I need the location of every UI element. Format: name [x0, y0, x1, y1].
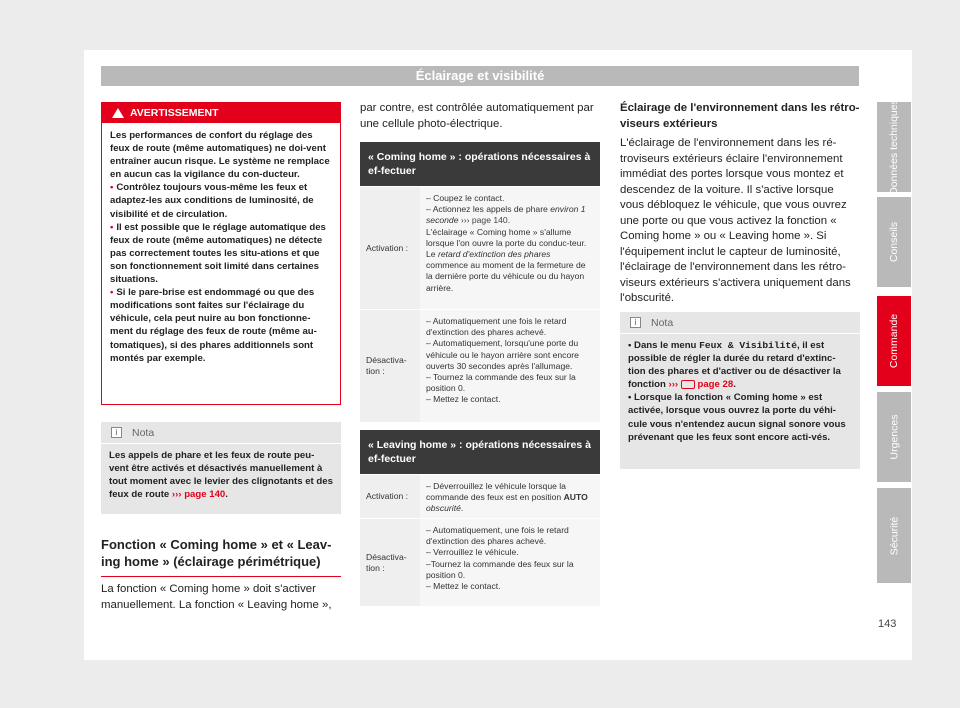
warning-bullet: • Il est possible que le réglage automatique des feux de route (même automatiques) ne détecte pas correctement toutes les situ-ations et que son fonctionnement soit limité dans certaines situations.: [110, 221, 326, 286]
warning-bullet: • Si le pare-brise est endommagé ou que des modifications sont faites sur l'éclairage du véhicule, cela peut nuire au bon fonctionne-ment du réglage des feux de route (même au-tomatiques), si des phares additionnels sont montés par exemple.: [110, 287, 317, 364]
nota-bullet: • Lorsque la fonction « Coming home » est activée, lorsque vous ouvrez la porte du véhi-cule vous n'entendez aucun signal sonore vous prévenant que les feux sont encore acti-vés.: [628, 392, 846, 443]
warning-bullet: • Contrôlez toujours vous-même les feux et adaptez-les aux conditions de luminosité, de visibilité et de circulation.: [110, 182, 314, 220]
bullet-icon: •: [628, 340, 635, 351]
bullet-icon: •: [628, 392, 635, 404]
warning-body: [102, 123, 340, 365]
nota-box: [620, 312, 860, 469]
row-label: Désactiva-tion :: [366, 551, 407, 573]
menu-name: Feux & Visibilité: [699, 340, 797, 351]
arrows: ›››: [668, 379, 679, 391]
bullet-icon: •: [110, 287, 114, 299]
warning-header: [102, 103, 340, 123]
book-icon: [681, 380, 695, 389]
page-link[interactable]: page 140: [184, 489, 226, 501]
nota-title: Nota: [651, 316, 674, 329]
leaving-home-table: [360, 430, 600, 606]
subsection-paragraph: L'éclairage de l'environnement dans les ré-troviseurs extérieurs éclaire l'environnement immédiat des portes lorsque vous montez et descendez de la voiture. Il s'active lorsque vous débloquez le véhicule, que vous ouvrez une porte ou que vous activez la fonction « Coming home » ou « Leaving home ». Si l'équipement inclut le capteur de luminosité, l'éclairage de l'environnement dans les rétro-viseurs extérieurs s'activera uniquement dans l'obscurité.: [620, 137, 851, 304]
nota-header: [101, 422, 341, 444]
row-label: Désactiva-tion :: [366, 355, 407, 376]
tab-conseils[interactable]: Conseils: [877, 197, 911, 287]
table-row: [360, 518, 600, 606]
nota-body: Les appels de phare et les feux de route peu-vent être activés et désactivés manuellement à tout moment avec le levier des clignotants et des feux de route ››› page 140.: [109, 450, 333, 501]
auto-symbol: AUTO: [563, 492, 588, 503]
row-label: Activation :: [366, 242, 409, 253]
tab-securite[interactable]: Sécurité: [877, 488, 911, 583]
row-content: – Coupez le contact. – Actionnez les appels de phare environ 1 seconde ››› page 140. L'éclairage « Coming home » s'allume lorsque l'on ouvre la porte du conduc-teur. Le retard d'extinction des phares commence au moment de la fermeture de la dernière porte du véhicule ou du hayon arrière.: [420, 187, 600, 309]
table-row: [360, 309, 600, 422]
tab-urgences[interactable]: Urgences: [877, 392, 911, 482]
arrows: ›››: [171, 489, 182, 501]
warning-intro: Les performances de confort du réglage des feux de route (même automatiques) ne doi-vent entraîner aucun risque. Le système ne remplace en aucun cas la vigilance du con-ducteur.: [110, 130, 330, 181]
page-number: 143: [878, 618, 897, 630]
row-content: – Automatiquement, une fois le retard d'extinction des phares achevé. – Verrouillez le véhicule. –Tournez la commande des feux sur la position 0. – Mettez le contact.: [420, 519, 600, 606]
nota-header: [620, 312, 860, 334]
warning-title: AVERTISSEMENT: [130, 107, 219, 119]
tab-commande[interactable]: Commande: [877, 296, 911, 386]
row-content: – Automatiquement une fois le retard d'extinction des phares achevé. – Automatiquement, lorsqu'une porte du véhicule ou le hayon arrière sont encore ouverts 30 secondes après l'allumage. – Tournez la commande des feux sur la position 0. – Mettez le contact.: [420, 310, 600, 422]
table-row: [360, 474, 600, 518]
section-paragraph: La fonction « Coming home » doit s'activer manuellement. La fonction « Leaving home »,: [101, 583, 332, 611]
table-row: [360, 186, 600, 309]
table-header: « Leaving home » : opérations nécessaires à ef-fectuer: [360, 430, 600, 474]
section-paragraph-cont: par contre, est contrôlée automatiquement par une cellule photo-électrique.: [360, 102, 594, 130]
table-header: « Coming home » : opérations nécessaires à ef-fectuer: [360, 142, 600, 186]
page-link[interactable]: ››› page 140: [458, 215, 508, 226]
info-icon: i: [630, 317, 641, 328]
nota-body: [620, 334, 860, 449]
bullet-icon: •: [110, 182, 114, 194]
warning-box: [101, 102, 341, 405]
coming-home-table: [360, 142, 600, 422]
section-title: Fonction « Coming home » et « Leav-ing home » (éclairage périmétrique): [101, 536, 341, 577]
row-label: Activation :: [366, 491, 409, 501]
subsection-title: Éclairage de l'environnement dans les rétro-viseurs extérieurs: [620, 102, 860, 130]
nota-bullet: • Dans le menu Feux & Visibilité, il est possible de régler la durée du retard d'extinc-tion des phares et d'activer ou de désactiver la fonction ››› page 28.: [628, 340, 841, 391]
bullet-icon: •: [110, 221, 114, 233]
tab-donnees-techniques[interactable]: Données techniques: [877, 102, 911, 192]
row-content: – Déverrouillez le véhicule lorsque la commande des feux est en position AUTO obscurité.: [420, 475, 600, 518]
page-header: Éclairage et visibilité: [101, 66, 859, 86]
nota-box: [101, 422, 341, 514]
page-link[interactable]: page 28: [697, 379, 734, 391]
info-icon: i: [111, 427, 122, 438]
nota-title: Nota: [132, 426, 155, 439]
warning-triangle-icon: [112, 108, 124, 118]
